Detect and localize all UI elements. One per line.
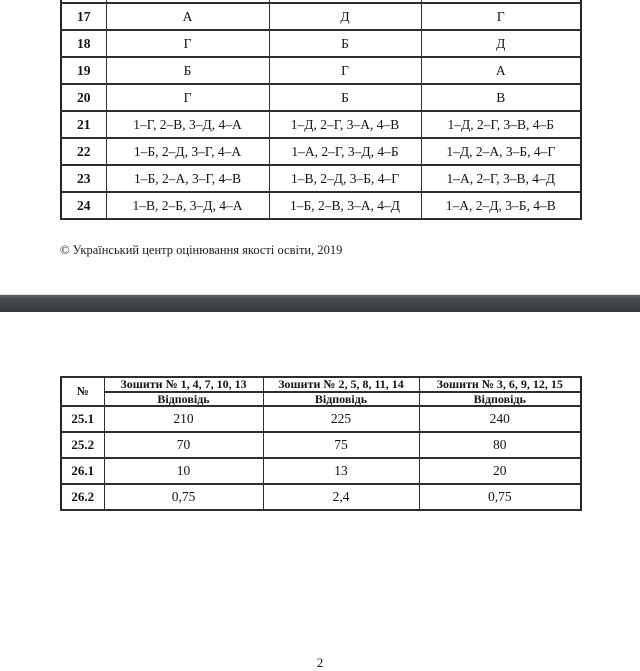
answer-cell: Б [269,84,421,111]
column-header: Зошити № 2, 5, 8, 11, 14 [263,377,419,392]
table-row [61,484,581,510]
answer-cell: Б [106,57,269,84]
answer-key-table-25-26 [60,376,582,511]
document-page-1 [0,0,640,294]
answer-cell: 210 [104,406,263,432]
answer-cell: 1–Д, 2–Г, 3–А, 4–В [269,111,421,138]
question-number-cell: 22 [61,138,106,165]
question-number-cell: 21 [61,111,106,138]
answer-cell: 0,75 [104,484,263,510]
answer-cell: 1–Д, 2–Г, 3–В, 4–Б [421,111,581,138]
answer-cell: А [421,57,581,84]
answer-cell: Г [106,84,269,111]
answer-cell: 75 [263,432,419,458]
subheader-row [61,392,581,406]
question-number-cell: 25.2 [61,432,104,458]
answer-key-table-17-24 [60,0,582,220]
table-row [61,458,581,484]
answer-cell: 1–В, 2–Б, 3–Д, 4–А [106,192,269,219]
document-page-2 [0,312,640,670]
page-number: 2 [316,655,324,670]
answer-subheader: Відповідь [263,392,419,406]
table-row [61,165,581,192]
answer-cell: В [421,84,581,111]
answer-subheader: Відповідь [419,392,581,406]
answer-cell: 0,75 [419,484,581,510]
answer-cell: 1–Б, 2–А, 3–Г, 4–В [106,165,269,192]
question-number-cell: 20 [61,84,106,111]
table-row [61,111,581,138]
question-number-cell: 18 [61,30,106,57]
question-number-cell: 23 [61,165,106,192]
answer-cell: 70 [104,432,263,458]
answer-cell: 240 [419,406,581,432]
answer-subheader: Відповідь [104,392,263,406]
answer-cell: Д [421,30,581,57]
question-number-cell: 24 [61,192,106,219]
answer-cell: Б [269,30,421,57]
table-row [61,57,581,84]
answer-cell: А [106,3,269,30]
table-row [61,3,581,30]
answer-cell: 13 [263,458,419,484]
answer-cell: Г [421,3,581,30]
question-number-cell: 26.1 [61,458,104,484]
answer-cell: 1–Г, 2–В, 3–Д, 4–А [106,111,269,138]
answer-cell: 1–В, 2–Д, 3–Б, 4–Г [269,165,421,192]
answer-cell: 80 [419,432,581,458]
number-column-header: № [61,377,104,406]
question-number-cell: 25.1 [61,406,104,432]
table-row [61,432,581,458]
header-row [61,377,581,392]
table-row [61,406,581,432]
copyright-text: © Український центр оцінювання якості освіти, 2019 [60,243,343,257]
answer-cell: 1–Б, 2–В, 3–А, 4–Д [269,192,421,219]
answer-cell: 1–Б, 2–Д, 3–Г, 4–А [106,138,269,165]
question-number-cell: 19 [61,57,106,84]
table-row [61,30,581,57]
answer-cell: 225 [263,406,419,432]
table-row [61,138,581,165]
answer-cell: 1–А, 2–Г, 3–Д, 4–Б [269,138,421,165]
answer-cell: 2,4 [263,484,419,510]
answer-cell: Г [269,57,421,84]
answer-cell: 20 [419,458,581,484]
answer-cell: 1–Д, 2–А, 3–Б, 4–Г [421,138,581,165]
answer-cell: Д [269,3,421,30]
answer-cell: 1–А, 2–Г, 3–В, 4–Д [421,165,581,192]
table-row [61,84,581,111]
answer-cell: 1–А, 2–Д, 3–Б, 4–В [421,192,581,219]
table-row [61,192,581,219]
question-number-cell: 17 [61,3,106,30]
column-header: Зошити № 3, 6, 9, 12, 15 [419,377,581,392]
answer-cell: 10 [104,458,263,484]
column-header: Зошити № 1, 4, 7, 10, 13 [104,377,263,392]
answer-cell: Г [106,30,269,57]
question-number-cell: 26.2 [61,484,104,510]
page-separator [0,294,640,313]
